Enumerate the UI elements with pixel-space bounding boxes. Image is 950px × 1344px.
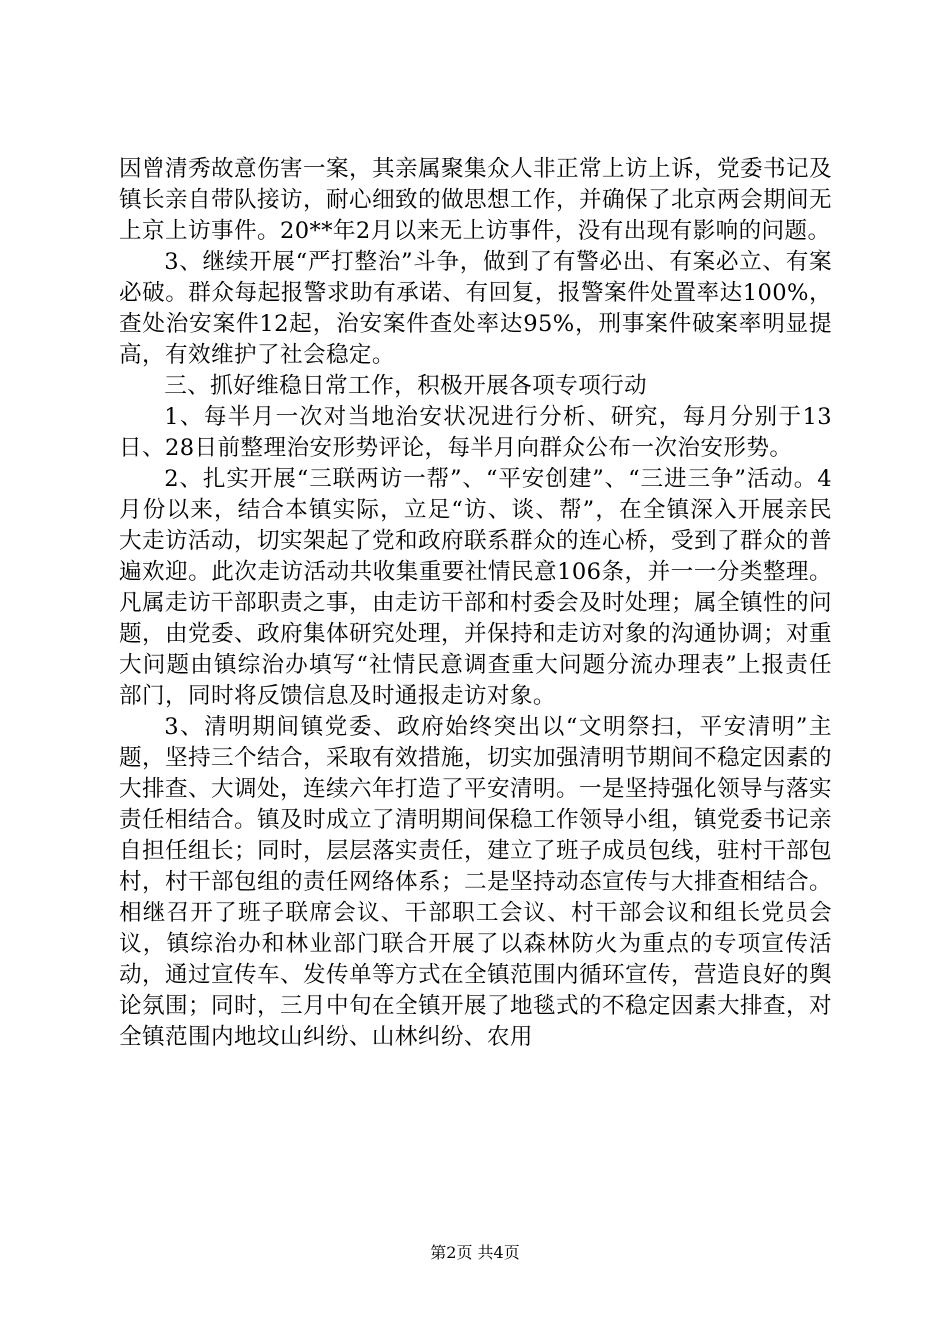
page-number: 第2页 共4页: [430, 1243, 520, 1262]
document-body: [119, 154, 832, 1053]
page-footer: [0, 1243, 950, 1263]
paragraph-1: 因曾清秀故意伤害一案，其亲属聚集众人非正常上访上诉，党委书记及镇长亲自带队接访，耐心细致的做思想工作，并确保了北京两会期间无上京上访事件。20**年2月以来无上访事件，没有出现有影响的问题。: [119, 156, 832, 244]
paragraph-5: 3、清明期间镇党委、政府始终突出以“文明祭扫，平安清明”主题，坚持三个结合，采取有效措施，切实加强清明节期间不稳定因素的大排查、大调处，连续六年打造了平安清明。一是坚持强化领导与落实责任相结合。镇及时成立了清明期间保稳工作领导小组，镇党委书记亲自担任组长；同时，层层落实责任，建立了班子成员包线，驻村干部包村，村干部包组的责任网络体系；二是坚持动态宣传与大排查相结合。相继召开了班子联席会议、干部职工会议、村干部会议和组长党员会议，镇综治办和林业部门联合开展了以森林防火为重点的专项宣传活动，通过宣传车、发传单等方式在全镇范围内循环宣传，营造良好的舆论氛围；同时，三月中旬在全镇开展了地毯式的不稳定因素大排查，对全镇范围内地坟山纠纷、山林纠纷、农用: [119, 714, 832, 1050]
paragraph-2: 3、继续开展“严打整治”斗争，做到了有警必出、有案必立、有案必破。群众每起报警求助有承诺、有回复，报警案件处置率达100%，查处治安案件12起，治安案件查处率达95%，刑事案件破案率明显提高，有效维护了社会稳定。: [119, 249, 832, 368]
section-heading: 三、抓好维稳日常工作，积极开展各项专项行动: [164, 373, 648, 399]
paragraph-4: 2、扎实开展“三联两访一帮”、“平安创建”、“三进三争”活动。4月份以来，结合本镇实际，立足“访、谈、帮”，在全镇深入开展亲民大走访活动，切实架起了党和政府联系群众的连心桥，受到了群众的普遍欢迎。此次走访活动共收集重要社情民意106条，并一一分类整理。凡属走访干部职责之事，由走访干部和村委会及时处理；属全镇性的问题，由党委、政府集体研究处理，并保持和走访对象的沟通协调；对重大问题由镇综治办填写“社情民意调查重大问题分流办理表”上报责任部门，同时将反馈信息及时通报走访对象。: [119, 466, 832, 709]
paragraph-3: 1、每半月一次对当地治安状况进行分析、研究，每月分别于13日、28日前整理治安形势评论，每半月向群众公布一次治安形势。: [119, 404, 832, 461]
